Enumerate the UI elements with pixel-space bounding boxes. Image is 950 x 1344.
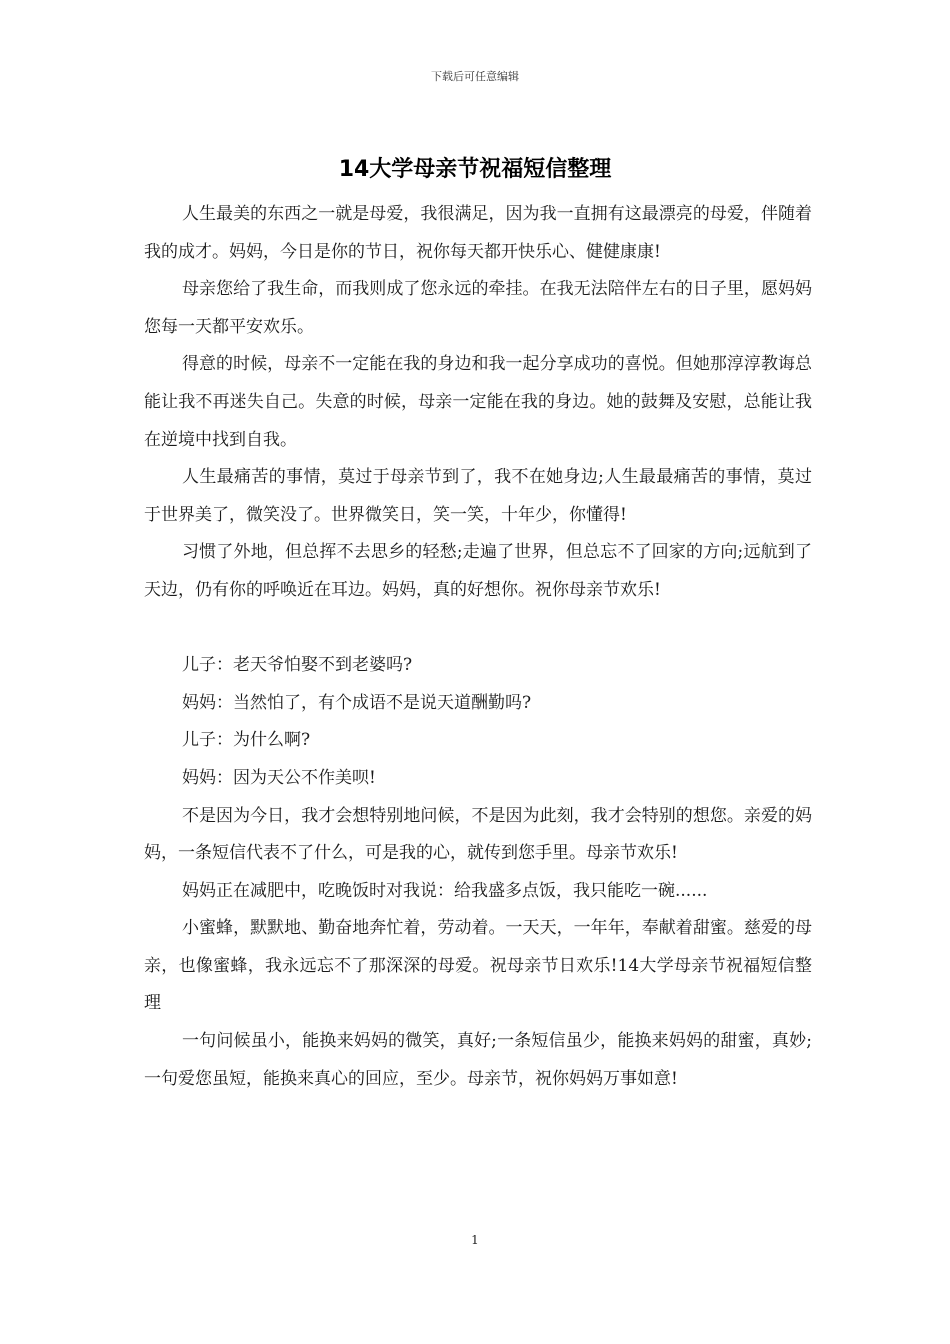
page-title: 14大学母亲节祝福短信整理 xyxy=(338,157,612,182)
paragraph: 习惯了外地，但总挥不去思乡的轻愁;走遍了世界，但总忘不了回家的方向;远航到了天边，仍有你的呼唤近在耳边。妈妈，真的好想你。祝你母亲节欢乐! xyxy=(144,542,812,600)
paragraph: 母亲您给了我生命，而我则成了您永远的牵挂。在我无法陪伴左右的日子里，愿妈妈您每一天都平安欢乐。 xyxy=(144,279,812,337)
paragraph: 小蜜蜂，默默地、勤奋地奔忙着，劳动着。一天天，一年年，奉献着甜蜜。慈爱的母亲，也像蜜蜂，我永远忘不了那深深的母爱。祝母亲节日欢乐!14大学母亲节祝福短信整理 xyxy=(144,918,812,1014)
paragraph: 得意的时候，母亲不一定能在我的身边和我一起分享成功的喜悦。但她那淳淳教诲总能让我不再迷失自己。失意的时候，母亲一定能在我的身边。她的鼓舞及安慰，总能让我在逆境中找到自我。 xyxy=(144,354,812,450)
blank-line xyxy=(144,610,812,648)
dialogue-line: 妈妈：当然怕了，有个成语不是说天道酬勤吗? xyxy=(182,692,532,713)
dialogue-line: 儿子：老天爷怕娶不到老婆吗? xyxy=(182,655,413,676)
paragraph: 不是因为今日，我才会想特别地问候，不是因为此刻，我才会特别的想您。亲爱的妈妈，一条短信代表不了什么，可是我的心，就传到您手里。母亲节欢乐! xyxy=(144,805,812,864)
dialogue-line: 儿子：为什么啊? xyxy=(182,730,311,751)
paragraph: 妈妈正在减肥中，吃晚饭时对我说：给我盛多点饭，我只能吃一碗...... xyxy=(182,880,708,901)
header-note: 下载后可任意编辑 xyxy=(431,70,519,83)
dialogue-line: 妈妈：因为天公不作美呗! xyxy=(182,767,376,788)
document-body xyxy=(144,196,812,1098)
paragraph: 人生最美的东西之一就是母爱，我很满足，因为我一直拥有这最漂亮的母爱，伴随着我的成才。妈妈，今日是你的节日，祝你每天都开快乐心、健健康康! xyxy=(144,204,812,262)
page-number: 1 xyxy=(471,1233,479,1247)
paragraph: 人生最痛苦的事情，莫过于母亲节到了，我不在她身边;人生最最痛苦的事情，莫过于世界美了，微笑没了。世界微笑日，笑一笑，十年少，你懂得! xyxy=(144,467,812,525)
paragraph: 一句问候虽小，能换来妈妈的微笑，真好;一条短信虽少，能换来妈妈的甜蜜，真妙;一句爱您虽短，能换来真心的回应，至少。母亲节，祝你妈妈万事如意! xyxy=(144,1031,812,1089)
